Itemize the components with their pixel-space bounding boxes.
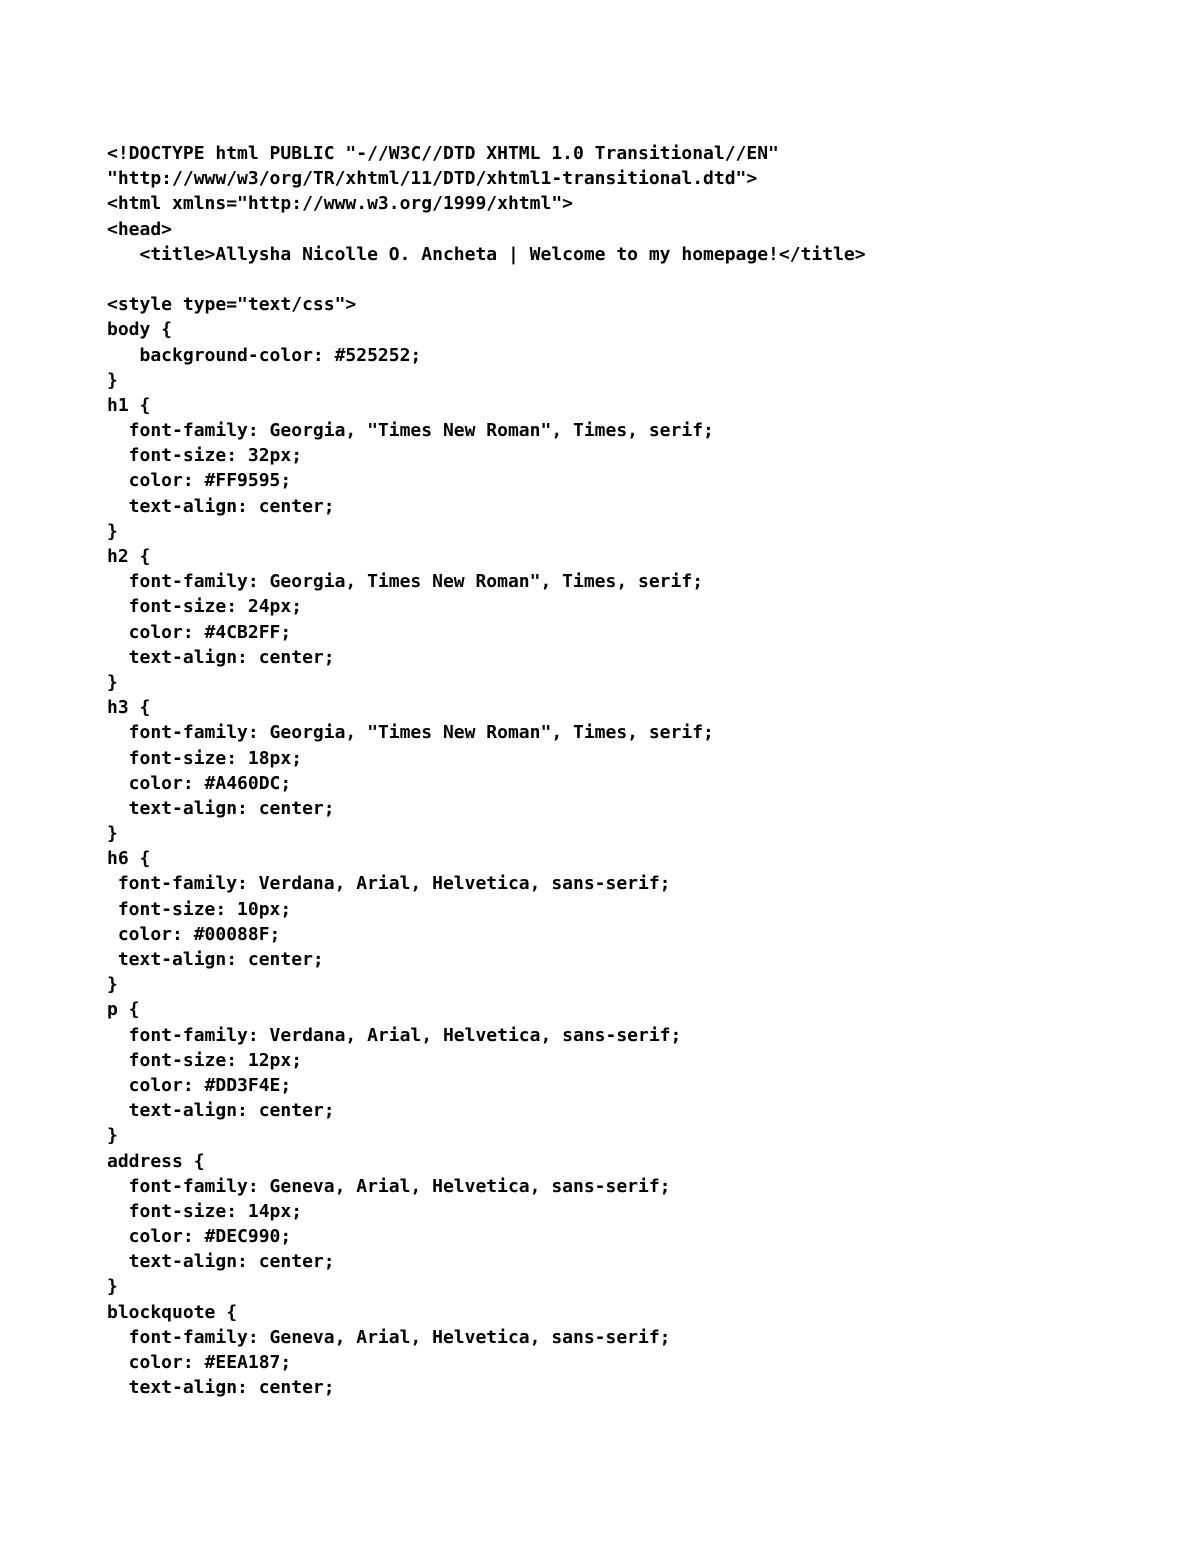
code-line: <head>: [107, 218, 173, 240]
code-line: address {: [107, 1150, 205, 1172]
code-line: }: [107, 974, 118, 996]
code-line: font-size: 18px;: [107, 747, 303, 769]
code-line: p {: [107, 999, 140, 1021]
code-line: font-family: Verdana, Arial, Helvetica, sans-serif;: [107, 1024, 682, 1046]
code-line: font-family: Georgia, "Times New Roman", Times, serif;: [107, 722, 714, 744]
code-line: text-align: center;: [107, 1100, 335, 1122]
code-line: text-align: center;: [107, 797, 335, 819]
code-line: color: #FF9595;: [107, 470, 292, 492]
code-line: <style type="text/css">: [107, 294, 357, 316]
code-line: "http://www/w3/org/TR/xhtml/11/DTD/xhtml1-transitional.dtd">: [107, 168, 758, 190]
code-line: font-size: 12px;: [107, 1049, 303, 1071]
code-line: h2 {: [107, 546, 151, 567]
code-line: font-size: 14px;: [107, 1200, 303, 1222]
code-line: }: [107, 671, 118, 693]
code-line: color: #4CB2FF;: [107, 621, 292, 643]
code-line: text-align: center;: [107, 495, 335, 517]
code-line: }: [107, 823, 118, 845]
code-line: text-align: center;: [107, 646, 335, 668]
code-line: font-family: Verdana, Arial, Helvetica, sans-serif;: [107, 873, 671, 895]
code-line: font-size: 10px;: [107, 898, 292, 920]
code-line: }: [107, 369, 118, 391]
code-line: }: [107, 520, 118, 542]
code-line: color: #DD3F4E;: [107, 1074, 292, 1096]
code-line: font-size: 32px;: [107, 445, 303, 467]
code-line: color: #DEC990;: [107, 1226, 292, 1248]
code-listing: [107, 141, 1167, 1400]
code-line: background-color: #525252;: [107, 344, 422, 366]
code-line: <!DOCTYPE html PUBLIC "-//W3C//DTD XHTML 1.0 Transitional//EN": [107, 143, 779, 164]
code-line: font-family: Georgia, "Times New Roman", Times, serif;: [107, 420, 714, 442]
code-line: color: #00088F;: [107, 923, 281, 945]
code-line: color: #EEA187;: [107, 1352, 292, 1373]
code-line: font-family: Geneva, Arial, Helvetica, sans-serif;: [107, 1326, 671, 1348]
code-line: blockquote {: [107, 1301, 238, 1323]
code-line: }: [107, 1276, 118, 1298]
code-line: font-size: 24px;: [107, 596, 303, 618]
code-line: text-align: center;: [107, 1251, 335, 1273]
code-line: <title>Allysha Nicolle O. Ancheta | Welcome to my homepage!</title>: [107, 243, 866, 265]
code-line: [107, 267, 1167, 292]
code-line: h1 {: [107, 394, 151, 416]
code-line: text-align: center;: [107, 949, 324, 970]
code-line: font-family: Georgia, Times New Roman", Times, serif;: [107, 571, 704, 593]
code-line: h6 {: [107, 848, 151, 870]
code-line: text-align: center;: [107, 1377, 335, 1399]
code-line: <html xmlns="http://www.w3.org/1999/xhtml">: [107, 193, 573, 215]
code-line: }: [107, 1125, 118, 1147]
code-line: font-family: Geneva, Arial, Helvetica, sans-serif;: [107, 1175, 671, 1197]
code-line: h3 {: [107, 697, 151, 719]
code-line: color: #A460DC;: [107, 772, 292, 794]
code-line: body {: [107, 319, 173, 341]
